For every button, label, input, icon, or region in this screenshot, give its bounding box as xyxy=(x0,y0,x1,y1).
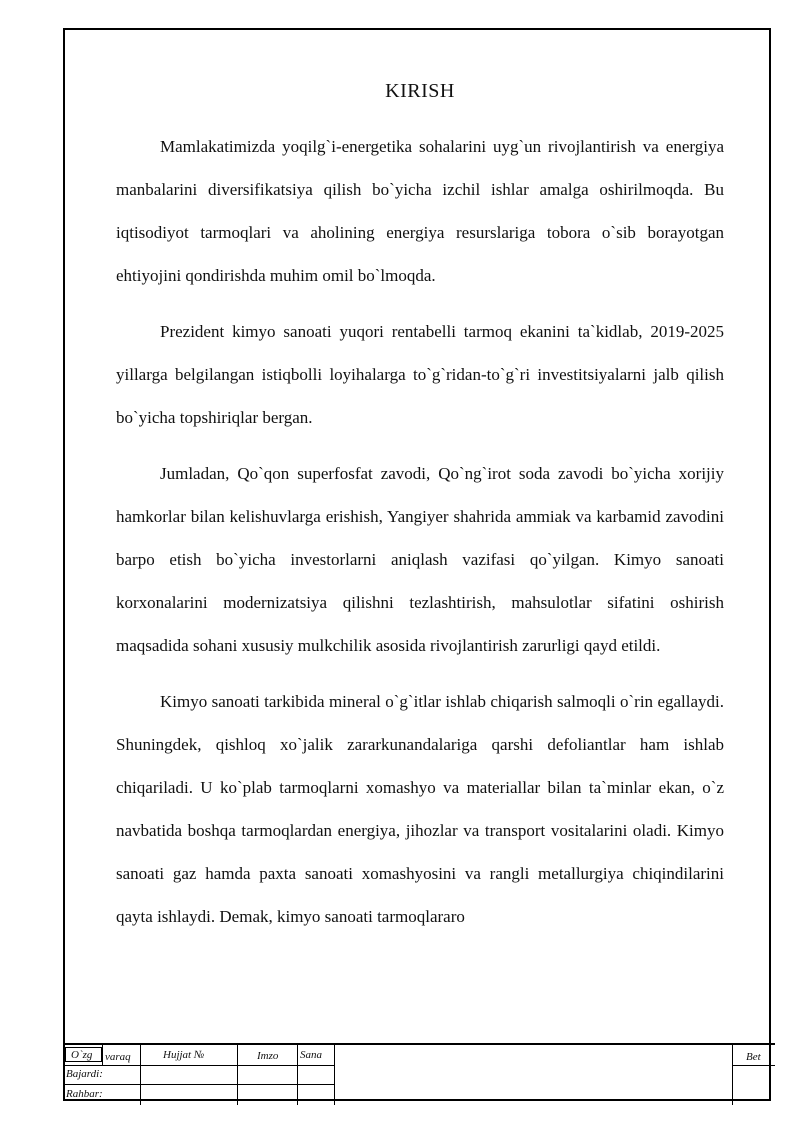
paragraph: Kimyo sanoati tarkibida mineral o`g`itlar ishlab chiqarish salmoqli o`rin egallaydi. Shuningdek, qishloq xo`jalik zararkunandalariga qarshi defoliantlar ham ishlab chiqariladi. U ko`plab tarmoqlarni xomashyo va materiallar bilan ta`minlar ekan, o`z navbatida boshqa tarmoqlardan energiya, jihozlar va transport vositalarini oladi. Kimyo sanoati gaz hamda paxta sanoati xomashyosini va rangli metallurgiya chiqindilarini qayta ishlaydi. Demak, kimyo sanoati tarmoqlararo xyxy=(116,692,724,926)
paragraph: Jumladan, Qo`qon superfosfat zavodi, Qo`ng`irot soda zavodi bo`yicha xorijiy hamkorlar bilan kelishuvlarga erishish, Yangiyer shahrida ammiak va karbamid zavodini barpo etish bo`yicha investorlarni aniqlash vazifasi qo`yilgan. Kimyo sanoati korxonalarini modernizatsiya qilishni tezlashtirish, mahsulotlar sifatini oshirish maqsadida sohani xususiy mulkchilik asosida rivojlantirish zarurligi qayd etildi. xyxy=(116,464,724,655)
stamp-col-ozg: O`zg xyxy=(71,1049,93,1061)
divider xyxy=(297,1045,298,1105)
divider xyxy=(237,1045,238,1105)
stamp-col-varaq: varaq xyxy=(105,1051,131,1063)
paragraph: Prezident kimyo sanoati yuqori rentabelli tarmoq ekanini ta`kidlab, 2019-2025 yillarga belgilangan istiqbolli loyihalarga to`g`ridan-to`g`ri investitsiyalarni jalb qilish bo`yicha topshiriqlar bergan. xyxy=(116,322,724,427)
divider xyxy=(334,1045,335,1105)
stamp-bajardi: Bajardi: xyxy=(66,1068,103,1080)
divider xyxy=(63,1084,334,1085)
divider xyxy=(140,1045,141,1105)
stamp-col-imzo: Imzo xyxy=(257,1050,279,1062)
stamp-col-sana: Sana xyxy=(300,1049,322,1061)
stamp-rahbar: Rahbar: xyxy=(66,1088,103,1100)
page-title: KIRISH xyxy=(385,80,455,102)
divider xyxy=(63,1065,334,1066)
body-text xyxy=(116,125,724,951)
stamp-col-hujjat: Hujjat № xyxy=(163,1049,205,1061)
divider xyxy=(732,1045,733,1105)
paragraph: Mamlakatimizda yoqilg`i-energetika sohalarini uyg`un rivojlantirish va energiya manbalarini diversifikatsiya qilish bo`yicha izchil ishlar amalga oshirilmoqda. Bu iqtisodiyot tarmoqlari va aholining energiya resurslariga tobora o`sib borayotgan ehtiyojini qondirishda muhim omil bo`lmoqda. xyxy=(116,137,724,285)
divider xyxy=(102,1045,103,1065)
title-block-stamp xyxy=(63,1043,775,1103)
stamp-bet: Bet xyxy=(746,1051,761,1063)
divider xyxy=(732,1065,775,1066)
